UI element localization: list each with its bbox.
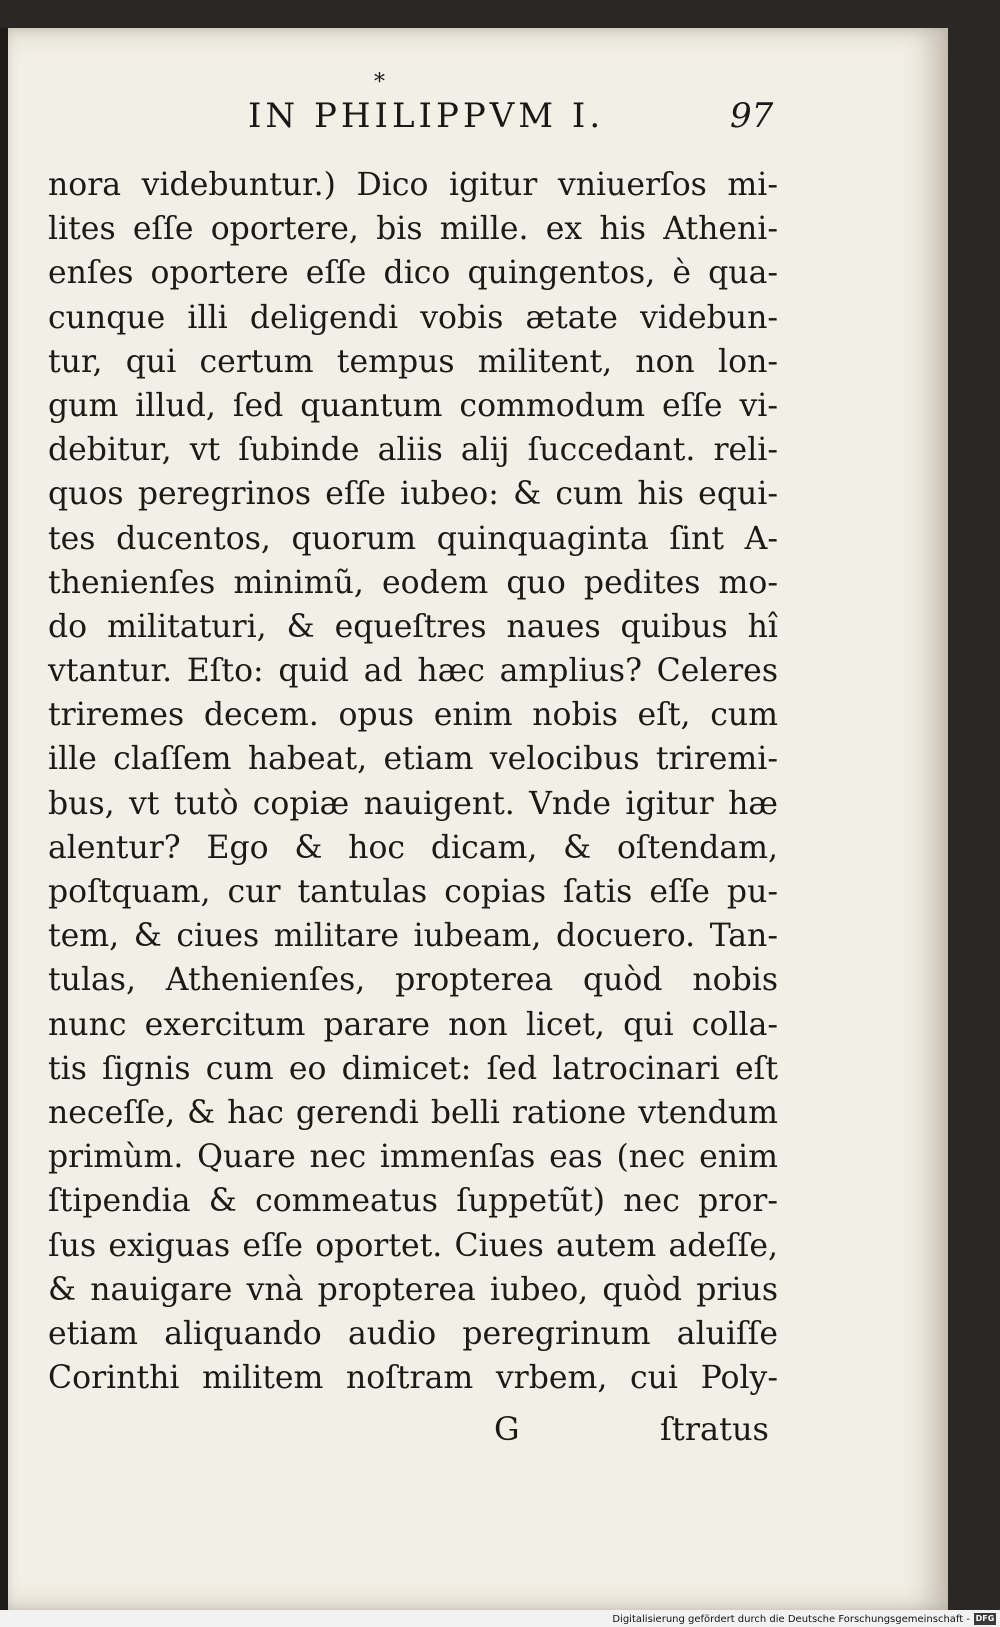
digitization-footer	[0, 1610, 1000, 1627]
text-line: tur, qui certum tempus militent, non lon-	[48, 343, 778, 380]
text-line: quos peregrinos eſſe iubeo: & cum his equi-	[48, 476, 778, 513]
catchword: ſtratus	[660, 1410, 769, 1448]
text-line: nunc exercitum parare non licet, qui colla-	[48, 1006, 778, 1043]
text-line: ſtipendia & commeatus ſuppetũt) nec pror-	[48, 1183, 778, 1220]
text-line: lites eſſe oportere, bis mille. ex his Atheni-	[48, 211, 778, 248]
text-line: do militaturi, & equeſtres naues quibus hî	[48, 608, 778, 645]
text-line: ille claſſem habeat, etiam velocibus triremi-	[48, 741, 778, 778]
text-line: etiam aliquando audio peregrinum aluiſſe	[48, 1315, 778, 1352]
text-line: cunque illi deligendi vobis ætate videbun-	[48, 299, 778, 336]
digitization-credit: Digitalisierung gefördert durch die Deutsche Forschungsgemeinschaft -	[612, 1614, 970, 1625]
text-line: primùm. Quare nec immenſas eas (nec enim	[48, 1139, 778, 1176]
ornament-mark: *	[374, 70, 385, 95]
text-line: Corinthi militem noſtram vrbem, cui Poly-	[48, 1360, 778, 1397]
text-line: ſus exiguas eſſe oportet. Ciues autem adeſſe,	[48, 1227, 778, 1264]
dfg-logo-icon: DFG	[975, 1614, 995, 1623]
text-line: & nauigare vnà propterea iubeo, quòd prius	[48, 1271, 778, 1308]
text-line: tulas, Athenienſes, propterea quòd nobis	[48, 962, 778, 999]
text-line: poſtquam, cur tantulas copias ſatis eſſe pu-	[48, 874, 778, 910]
body-text	[48, 163, 778, 1400]
text-line: alentur? Ego & hoc dicam, & oſtendam,	[48, 829, 778, 866]
text-line: tem, & ciues militare iubeam, docuero. Tan-	[48, 918, 778, 955]
text-line: debitur, vt ſubinde aliis alij ſuccedant. reli-	[48, 432, 778, 469]
text-line: gum illud, ſed quantum commodum eſſe vi-	[48, 387, 778, 424]
text-line: triremes decem. opus enim nobis eſt, cum	[48, 697, 778, 734]
text-line: enſes oportere eſſe dico quingentos, è qua-	[48, 255, 778, 292]
text-line: tis ſignis cum eo dimicet: ſed latrocinari eſt	[48, 1050, 778, 1087]
text-line: bus, vt tutò copiæ nauigent. Vnde igitur hæ	[48, 785, 778, 822]
text-line: nora videbuntur.) Dico igitur vniuerſos mi-	[48, 167, 778, 203]
book-gutter-edge	[0, 28, 8, 1610]
running-head: IN PHILIPPVM I.	[248, 96, 605, 136]
text-line: vtantur. Eſto: quid ad hæc amplius? Celeres	[48, 653, 778, 690]
text-line: thenienſes minimũ, eodem quo pedites mo-	[48, 564, 778, 601]
page-number: 97	[730, 96, 774, 136]
text-line: neceſſe, & hac gerendi belli ratione vtendum	[48, 1094, 778, 1131]
text-line: tes ducentos, quorum quinquaginta ſint A-	[48, 520, 778, 557]
signature-mark: G	[494, 1410, 520, 1448]
